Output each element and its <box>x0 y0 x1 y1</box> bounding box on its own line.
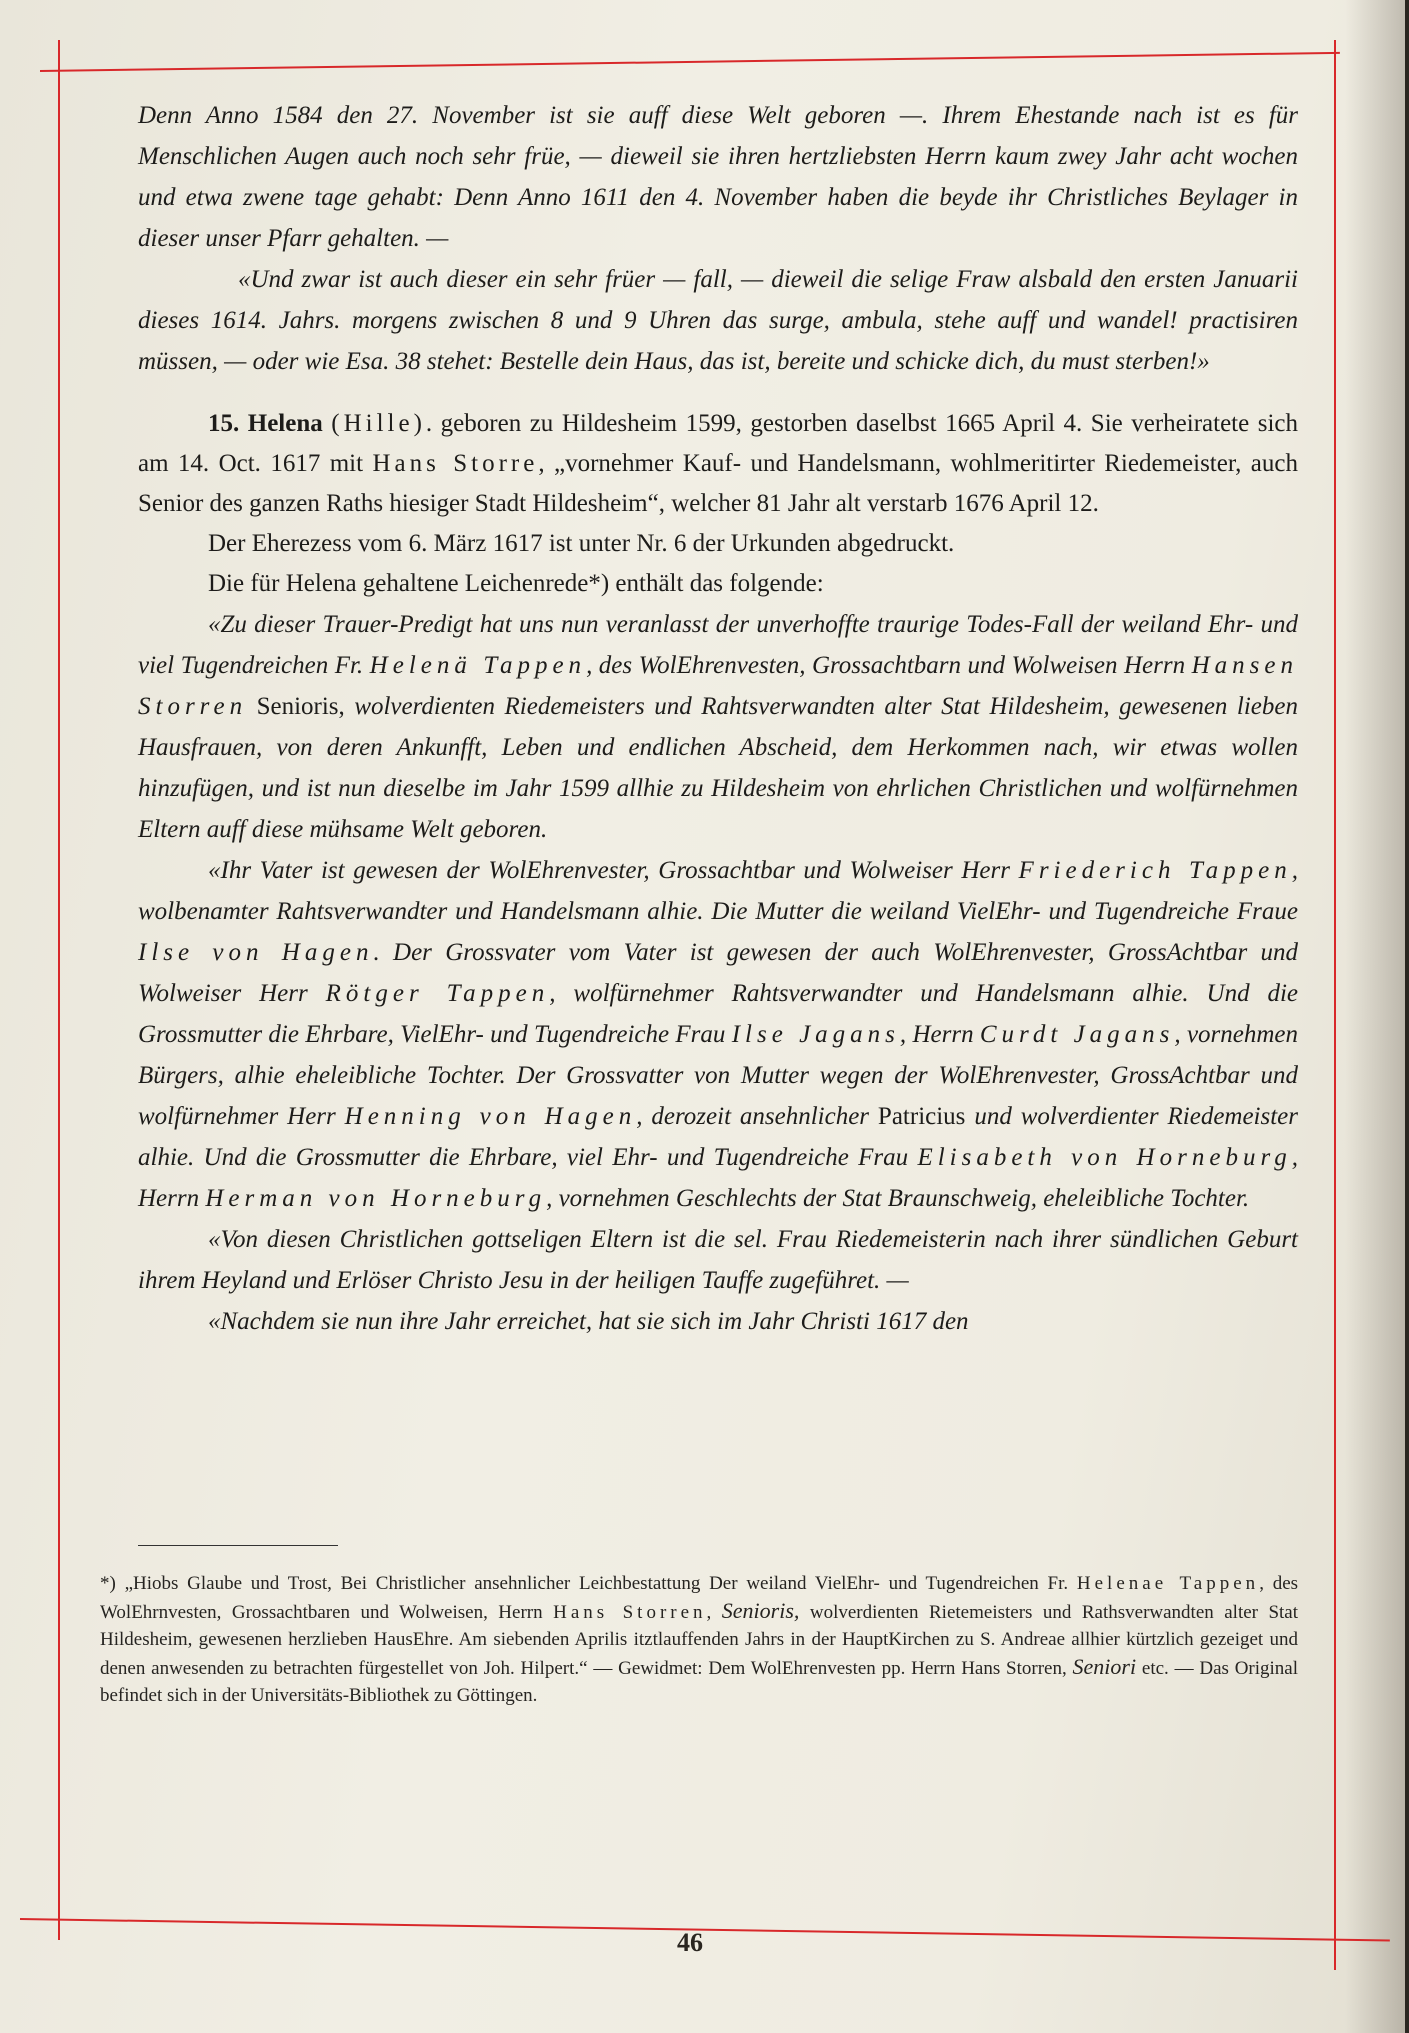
entry-name: Helena <box>247 410 323 437</box>
quote-birth-paragraph: Denn Anno 1584 den 27. November ist sie auff diese Welt geboren —. Ihrem Ehestande nach ist es für Menschlichen Augen auch noch sehr früe, — dieweil sie ihren hertzliebsten Herrn kaum zwey Jahr acht wochen und etwa zwene tage gehabt: Denn Anno 1611 den 4. November haben die beyde ihr Christliches Beylager in dieser unser Pfarr gehalten. — <box>138 102 1298 252</box>
entry-nickname: (Hille) <box>331 410 426 437</box>
entry-helena: 15. Helena (Hille). geboren zu Hildesheim 1599, gestorben daselbst 1665 April 4. Sie verheiratete sich am 14. Oct. 1617 mit Hans Storre, „vornehmer Kauf- und Handelsmann, wohlmeritirter Riedemeister, auch Senior des ganzen Raths hiesiger Stadt Hildesheim“, welcher 81 Jahr alt verstarb 1676 April 12. <box>138 410 1299 517</box>
sermon-quote-1: «Zu dieser Trauer-Predigt hat uns nun veranlasst der unverhoffte traurige Todes-Fall der weiland Ehr- und viel Tugendreichen Fr. Helenä Tappen, des WolEhrenvesten, Grossachtbarn und Wolweisen Herrn Hansen Storren Senioris, wolverdienten Riedemeisters und Rahtsverwandten alter Stat Hildesheim, gewesenen lieben Hausfrauen, von deren Ankunfft, Leben und endlichen Abscheid, dem Herkommen nach, wir etwas wollen hinzufügen, und ist nun dieselbe im Jahr 1599 allhie zu Hildesheim von ehrlichen Christlichen und wolfürnehmen Eltern auff diese mühsame Welt geboren. <box>138 611 1299 843</box>
footnote: *) „Hiobs Glaube und Trost, Bei Christlicher ansehnlicher Leichbestattung Der weiland VielEhr- und Tugendreichen Fr. Helenae Tappen, des WolEhrnvesten, Grossachtbaren und Wolweisen, Herrn Hans Storren, Senioris, wolverdienten Rietemeisters und Rathsverwandten alter Stat Hildesheim, gewesenen herzlieben HausEhre. Am siebenden Aprilis itztlauffenden Jahrs in der HauptKirchen zu S. Andreae allhier kürtzlich gezeiget und denen anwesenden zu betrachten fürgestellet von Joh. Hilpert.“ — Gewidmet: Dem WolEhrenvesten pp. Herrn Hans Storren, Seniori etc. — Das Original befindet sich in der Universitäts-Bibliothek zu Göttingen. <box>100 1573 1299 1706</box>
sermon-quote-2: «Ihr Vater ist gewesen der WolEhrenvester, Grossachtbar und Wolweiser Herr Friederich Tappen, wolbenamter Rahtsverwandter und Handelsmann alhie. Die Mutter die weiland VielEhr- und Tugendreiche Fraue Ilse von Hagen. Der Grossvater vom Vater ist gewesen der auch WolEhrenvester, GrossAchtbar und Wolweiser Herr Rötger Tappen, wolfürnehmer Rahtsverwandter und Handelsmann alhie. Und die Grossmutter die Ehrbare, VielEhr- und Tugendreiche Frau Ilse Jagans, Herrn Curdt Jagans, vornehmen Bürgers, alhie eheleibliche Tochter. Der Grossvatter von Mutter wegen der WolEhrenvester, GrossAchtbar und wolfürnehmer Herr Henning von Hagen, derozeit ansehnlicher Patricius und wolverdienter Riedemeister alhie. Und die Grossmutter die Ehrbare, viel Ehr- und Tugendreiche Frau Elisabeth von Horneburg, Herrn Herman von Horneburg, vornehmen Geschlechts der Stat Braunschweig, eheleibliche Tochter. <box>138 857 1299 1212</box>
footnote-divider <box>138 1545 338 1546</box>
funeral-sermon-intro: Die für Helena gehaltene Leichenrede*) enthält das folgende: <box>208 570 824 597</box>
sermon-quote-3: «Von diesen Christlichen gottseligen Eltern ist die sel. Frau Riedemeisterin nach ihrer sündlichen Geburt ihrem Heyland und Erlöser Christo Jesu in der heiligen Tauffe zugeführet. — <box>138 1226 1298 1294</box>
husband-name: Hans Storre <box>372 450 539 477</box>
sermon-quote-4: «Nachdem sie nun ihre Jahr erreichet, hat sie sich im Jahr Christi 1617 den <box>208 1308 969 1335</box>
quote-death-paragraph: «Und zwar ist auch dieser ein sehr früer — fall, — dieweil die selige Fraw alsbald den ersten Januarii dieses 1614. Jahrs. morgens zwischen 8 und 9 Uhren das surge, ambula, stehe auff und wandel! practisiren müssen, — oder wie Esa. 38 stehet: Bestelle dein Haus, das ist, bereite und schicke dich, du must sterben!» <box>138 266 1298 375</box>
entry-number: 15. <box>208 410 240 437</box>
marriage-contract-note: Der Eherezess vom 6. März 1617 ist unter Nr. 6 der Urkunden abgedruckt. <box>208 530 955 557</box>
main-text <box>138 95 1298 1342</box>
right-red-rule <box>1334 40 1336 1970</box>
page-number: 46 <box>677 1928 703 1957</box>
top-red-rule <box>40 52 1340 72</box>
left-red-rule <box>58 40 60 1940</box>
page-edge-shadow <box>1345 0 1405 2033</box>
